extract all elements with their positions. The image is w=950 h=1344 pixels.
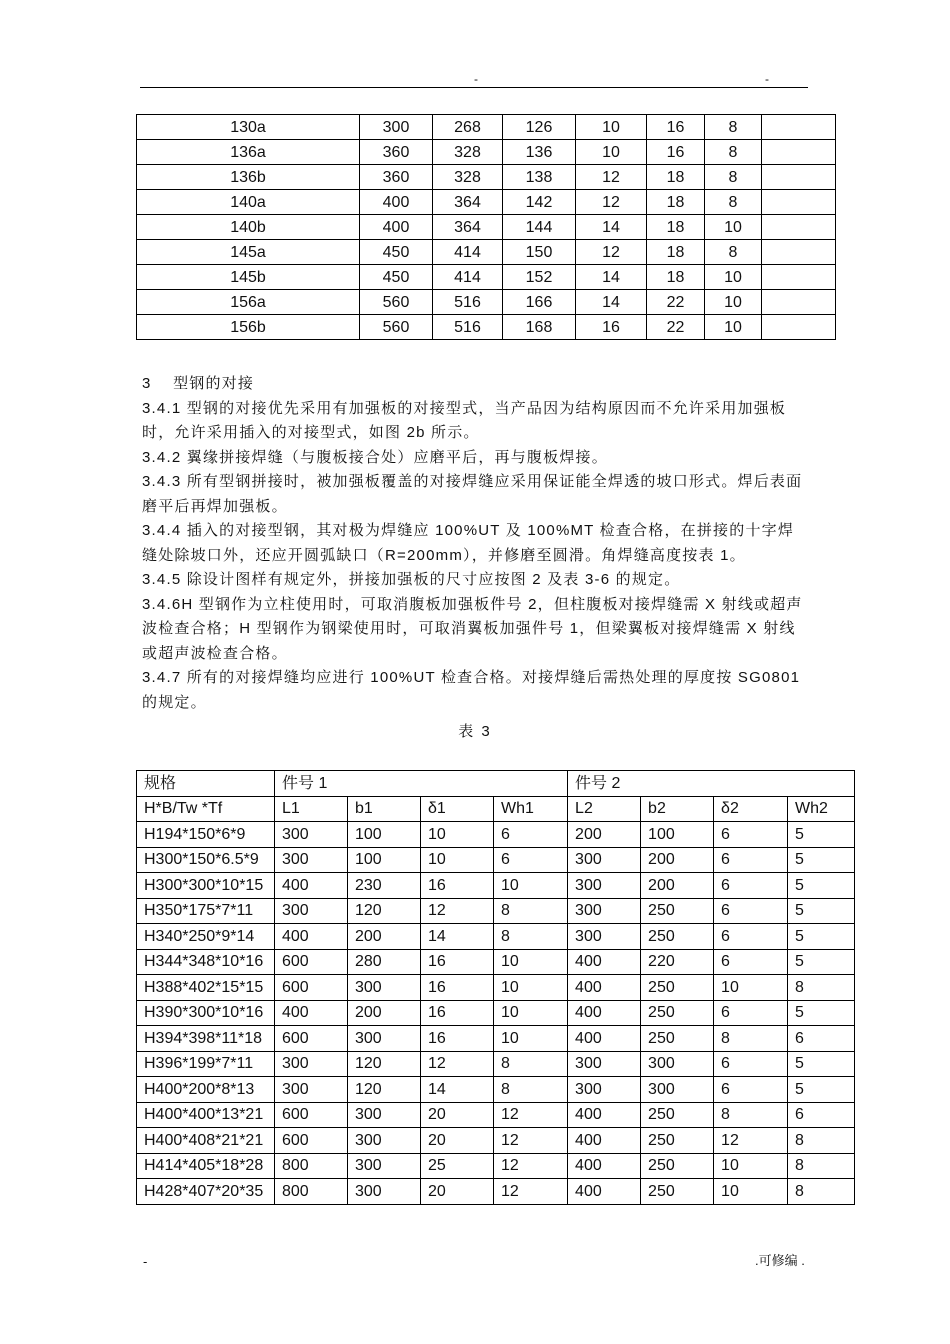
table-row (137, 1026, 855, 1052)
table-cell: 400 (568, 1102, 641, 1128)
table-cell: 400 (360, 190, 433, 215)
table-cell: 400 (568, 1153, 641, 1179)
table-row (137, 115, 836, 140)
table-cell: 300 (348, 1179, 421, 1205)
table-cell: H350*175*7*11 (137, 898, 275, 924)
column-header: H*B/Tw *Tf (137, 796, 275, 822)
table-cell: 12 (494, 1128, 568, 1154)
table-cell: H396*199*7*11 (137, 1051, 275, 1077)
table-cell: 10 (576, 115, 647, 140)
table-cell: 16 (421, 949, 494, 975)
table-cell: 300 (348, 975, 421, 1001)
table-cell: 6 (714, 1000, 788, 1026)
table-row (137, 290, 836, 315)
table-cell: H414*405*18*28 (137, 1153, 275, 1179)
table-cell: 12 (576, 190, 647, 215)
table-cell: 152 (503, 265, 576, 290)
table-cell: 560 (360, 315, 433, 340)
table-cell: 8 (714, 1102, 788, 1128)
table-cell: 6 (714, 873, 788, 899)
table-cell: 16 (647, 140, 705, 165)
table-cell: 120 (348, 1051, 421, 1077)
table-cell: 8 (705, 240, 762, 265)
table-cell: 16 (421, 1026, 494, 1052)
table-cell: 360 (360, 140, 433, 165)
table-cell: 126 (503, 115, 576, 140)
table-cell: 300 (348, 1026, 421, 1052)
table-cell: 8 (705, 190, 762, 215)
table-cell: 6 (494, 822, 568, 848)
table-cell: 10 (714, 1153, 788, 1179)
table-cell: 8 (788, 975, 855, 1001)
table-cell: 14 (576, 290, 647, 315)
table-cell: 450 (360, 265, 433, 290)
table3-header-row-2 (137, 796, 855, 822)
table-cell (762, 290, 836, 315)
table-cell: 100 (641, 822, 714, 848)
table-cell: 5 (788, 924, 855, 950)
table-cell: 400 (568, 975, 641, 1001)
table-cell: 10 (705, 290, 762, 315)
table-cell (762, 265, 836, 290)
table-cell: 300 (360, 115, 433, 140)
table-cell: 12 (421, 898, 494, 924)
table-cell: 250 (641, 924, 714, 950)
table-row (137, 1051, 855, 1077)
table-cell: 300 (568, 898, 641, 924)
table-cell: 6 (788, 1102, 855, 1128)
table-cell: 280 (348, 949, 421, 975)
table-cell: H428*407*20*35 (137, 1179, 275, 1205)
table-cell: 360 (360, 165, 433, 190)
table-cell: 300 (568, 1077, 641, 1103)
table-cell: 140a (137, 190, 360, 215)
table-cell: 10 (494, 1026, 568, 1052)
table-cell: 300 (275, 1051, 348, 1077)
paragraph-3-4-5: 3.4.5 除设计图样有规定外，拼接加强板的尺寸应按图 2 及表 3-6 的规定。 (142, 571, 681, 588)
table-cell: 300 (641, 1051, 714, 1077)
table-cell: 10 (714, 1179, 788, 1205)
table-cell: 230 (348, 873, 421, 899)
table-cell: 6 (714, 949, 788, 975)
table-cell (762, 240, 836, 265)
table-cell: 166 (503, 290, 576, 315)
table-cell: 10 (421, 822, 494, 848)
section-heading: 3 型钢的对接 (142, 375, 255, 392)
table-cell: 364 (433, 190, 503, 215)
table-cell: 18 (647, 240, 705, 265)
column-header: Wh2 (788, 796, 855, 822)
paragraph-3-4-7: 3.4.7 所有的对接焊缝均应进行 100%UT 检查合格。对接焊缝后需热处理的厚度按 SG0801 的规定。 (142, 669, 801, 711)
table-cell: 250 (641, 1000, 714, 1026)
table-cell: 12 (576, 240, 647, 265)
table-cell: 400 (568, 1000, 641, 1026)
table-cell: 16 (421, 975, 494, 1001)
table-cell: 6 (714, 1077, 788, 1103)
table-cell: H300*150*6.5*9 (137, 847, 275, 873)
table-cell: 268 (433, 115, 503, 140)
table-cell: 600 (275, 975, 348, 1001)
table-cell: 136 (503, 140, 576, 165)
table-cell: 250 (641, 898, 714, 924)
table-cell: 250 (641, 1153, 714, 1179)
table-cell: 10 (705, 215, 762, 240)
table-cell: 300 (275, 1077, 348, 1103)
table-cell: 300 (568, 1051, 641, 1077)
table-cell: 8 (705, 140, 762, 165)
table-row (137, 1102, 855, 1128)
table-cell: 14 (576, 265, 647, 290)
table-cell: 400 (360, 215, 433, 240)
table-cell: 5 (788, 873, 855, 899)
table-cell: H390*300*10*16 (137, 1000, 275, 1026)
header-left-mark: - (474, 72, 478, 86)
table-cell: 120 (348, 898, 421, 924)
table-cell: 14 (421, 1077, 494, 1103)
table-row (137, 1000, 855, 1026)
table-row (137, 315, 836, 340)
table-cell: 16 (421, 1000, 494, 1026)
table-row (137, 215, 836, 240)
table-cell: 168 (503, 315, 576, 340)
table-cell: 18 (647, 265, 705, 290)
table3-caption: 表 3 (458, 723, 492, 740)
table-cell: 5 (788, 847, 855, 873)
table-cell: 8 (494, 1051, 568, 1077)
table-cell: 12 (421, 1051, 494, 1077)
table-row (137, 165, 836, 190)
table-cell: 10 (494, 949, 568, 975)
table-cell: 8 (494, 898, 568, 924)
table-cell: 156a (137, 290, 360, 315)
table-cell: 600 (275, 1102, 348, 1128)
table-cell: 8 (705, 165, 762, 190)
table-cell: 300 (275, 898, 348, 924)
table3-header-row-1 (137, 771, 855, 797)
table-cell: 12 (576, 165, 647, 190)
table-cell: 130a (137, 115, 360, 140)
table-cell: 16 (576, 315, 647, 340)
table-cell: 5 (788, 1000, 855, 1026)
table-row (137, 898, 855, 924)
table-cell (762, 315, 836, 340)
table-cell: 14 (421, 924, 494, 950)
table-cell: 8 (494, 1077, 568, 1103)
table-cell: 136a (137, 140, 360, 165)
table-cell: 10 (576, 140, 647, 165)
table-cell: H394*398*11*18 (137, 1026, 275, 1052)
table-cell: 12 (494, 1153, 568, 1179)
table-cell: 450 (360, 240, 433, 265)
table-cell: 250 (641, 1179, 714, 1205)
table-cell: 300 (348, 1153, 421, 1179)
table-cell: 100 (348, 822, 421, 848)
paragraph-3-4-3: 3.4.3 所有型钢拼接时，被加强板覆盖的对接焊缝应采用保证能全焊透的坡口形式。焊后表面磨平后再焊加强板。 (142, 473, 803, 515)
table-cell: 144 (503, 215, 576, 240)
table-cell: 220 (641, 949, 714, 975)
table-cell: 10 (714, 975, 788, 1001)
table-cell (762, 190, 836, 215)
table-cell: 138 (503, 165, 576, 190)
table-row (137, 140, 836, 165)
table-cell: 400 (275, 924, 348, 950)
table-cell (762, 115, 836, 140)
table-cell: 300 (348, 1128, 421, 1154)
table-cell: 400 (275, 873, 348, 899)
table-cell: 16 (647, 115, 705, 140)
paragraph-3-4-6: 3.4.6H 型钢作为立柱使用时，可取消腹板加强板件号 2，但柱腹板对接焊缝需 X 射线或超声波检查合格；H 型钢作为钢梁使用时，可取消翼板加强件号 1，但梁翼板对接焊缝需 X 射线或超声波检查合格。 (142, 595, 803, 662)
table-cell: 6 (714, 847, 788, 873)
table-cell: 10 (494, 975, 568, 1001)
table-cell: 18 (647, 215, 705, 240)
table-cell: 6 (714, 898, 788, 924)
column-header: L2 (568, 796, 641, 822)
table-cell: 5 (788, 1051, 855, 1077)
table-cell: H388*402*15*15 (137, 975, 275, 1001)
table-cell: 560 (360, 290, 433, 315)
table-cell: H400*408*21*21 (137, 1128, 275, 1154)
table-cell: 140b (137, 215, 360, 240)
header-rule (140, 87, 808, 88)
table-cell: 120 (348, 1077, 421, 1103)
table-cell: 414 (433, 265, 503, 290)
table-cell: 145b (137, 265, 360, 290)
table-row (137, 1077, 855, 1103)
table-cell: 800 (275, 1153, 348, 1179)
table-cell: 400 (568, 1128, 641, 1154)
table-cell: 12 (494, 1102, 568, 1128)
table-cell: 300 (275, 847, 348, 873)
table-cell: 16 (421, 873, 494, 899)
table-cell: H300*300*10*15 (137, 873, 275, 899)
table-cell: 516 (433, 315, 503, 340)
column-header: δ2 (714, 796, 788, 822)
column-header: b2 (641, 796, 714, 822)
spec-header: 规格 (137, 771, 275, 797)
table-row (137, 873, 855, 899)
table-row (137, 1179, 855, 1205)
table-cell: 5 (788, 1077, 855, 1103)
table-cell (762, 165, 836, 190)
steel-spec-table (136, 114, 836, 340)
table-cell: 300 (348, 1102, 421, 1128)
table-cell: 250 (641, 975, 714, 1001)
table-cell: 12 (714, 1128, 788, 1154)
table-cell: 8 (788, 1128, 855, 1154)
table-cell: 20 (421, 1102, 494, 1128)
table-cell: 200 (568, 822, 641, 848)
part2-header: 件号 2 (568, 771, 855, 797)
table-cell: 8 (714, 1026, 788, 1052)
table-row (137, 1128, 855, 1154)
table-cell: H344*348*10*16 (137, 949, 275, 975)
table-cell: 8 (788, 1153, 855, 1179)
table-cell (762, 140, 836, 165)
table-cell: 328 (433, 140, 503, 165)
table-cell: 8 (705, 115, 762, 140)
table-cell: 300 (568, 924, 641, 950)
column-header: b1 (348, 796, 421, 822)
table-row (137, 924, 855, 950)
table-cell: 400 (568, 1179, 641, 1205)
column-header: L1 (275, 796, 348, 822)
table-cell: 414 (433, 240, 503, 265)
table-cell: 200 (641, 847, 714, 873)
table-row (137, 1153, 855, 1179)
table-row (137, 949, 855, 975)
table-cell: 14 (576, 215, 647, 240)
butt-joint-section (142, 372, 808, 715)
table-cell: 5 (788, 822, 855, 848)
table-cell: 400 (568, 1026, 641, 1052)
table-cell: H400*200*8*13 (137, 1077, 275, 1103)
table-cell: 8 (494, 924, 568, 950)
table-cell: 6 (714, 924, 788, 950)
table-cell: 400 (568, 949, 641, 975)
part1-header: 件号 1 (275, 771, 568, 797)
table-cell: 22 (647, 315, 705, 340)
paragraph-3-4-2: 3.4.2 翼缘拼接焊缝（与腹板接合处）应磨平后，再与腹板焊接。 (142, 448, 608, 466)
table-row (137, 847, 855, 873)
splice-plate-table (136, 770, 855, 1205)
table-cell: 600 (275, 949, 348, 975)
table-cell: 6 (714, 822, 788, 848)
table-cell: 142 (503, 190, 576, 215)
table-cell: 6 (714, 1051, 788, 1077)
table-cell: 18 (647, 190, 705, 215)
table-row (137, 975, 855, 1001)
table-cell: 600 (275, 1026, 348, 1052)
table-cell: 10 (421, 847, 494, 873)
table-cell: 200 (641, 873, 714, 899)
table-cell: 156b (137, 315, 360, 340)
table-cell: 18 (647, 165, 705, 190)
table-cell: 8 (788, 1179, 855, 1205)
table-cell: 300 (568, 873, 641, 899)
table-cell: 10 (494, 1000, 568, 1026)
table-row (137, 190, 836, 215)
table-cell: 10 (705, 315, 762, 340)
table-cell: 20 (421, 1179, 494, 1205)
table-cell: H400*400*13*21 (137, 1102, 275, 1128)
table-cell: 145a (137, 240, 360, 265)
table-cell: 600 (275, 1128, 348, 1154)
table-cell: 25 (421, 1153, 494, 1179)
table-cell: 5 (788, 898, 855, 924)
table-cell: 800 (275, 1179, 348, 1205)
table-cell: 400 (275, 1000, 348, 1026)
table-cell: 6 (788, 1026, 855, 1052)
footer-left-mark: - (143, 1254, 148, 1269)
table-cell: 300 (568, 847, 641, 873)
table-cell: 10 (494, 873, 568, 899)
table-row (137, 822, 855, 848)
table-row (137, 265, 836, 290)
table-row (137, 240, 836, 265)
table-cell: 300 (641, 1077, 714, 1103)
table-cell: 364 (433, 215, 503, 240)
table-cell: H194*150*6*9 (137, 822, 275, 848)
table-cell: 250 (641, 1102, 714, 1128)
footer-right-text: .可修编 . (755, 1253, 805, 1268)
paragraph-3-4-1: 3.4.1 型钢的对接优先采用有加强板的对接型式，当产品因为结构原因而不允许采用加强板时，允许采用插入的对接型式，如图 2b 所示。 (142, 399, 787, 441)
table-cell: 12 (494, 1179, 568, 1205)
table-cell: 250 (641, 1026, 714, 1052)
table-cell: 328 (433, 165, 503, 190)
table-cell: 100 (348, 847, 421, 873)
paragraph-3-4-4: 3.4.4 插入的对接型钢，其对极为焊缝应 100%UT 及 100%MT 检查合格，在拼接的十字焊缝处除坡口外，还应开圆弧缺口（R=200mm），并修磨至圆滑。角焊缝高度按表 1。 (142, 522, 795, 564)
table-cell: 250 (641, 1128, 714, 1154)
table-cell: 516 (433, 290, 503, 315)
table-cell: 136b (137, 165, 360, 190)
column-header: δ1 (421, 796, 494, 822)
table-cell: H340*250*9*14 (137, 924, 275, 950)
header-right-mark: - (765, 72, 769, 86)
table-cell: 200 (348, 1000, 421, 1026)
table-cell: 22 (647, 290, 705, 315)
table-cell: 20 (421, 1128, 494, 1154)
table-cell: 200 (348, 924, 421, 950)
table-cell: 5 (788, 949, 855, 975)
table-cell (762, 215, 836, 240)
column-header: Wh1 (494, 796, 568, 822)
table-cell: 10 (705, 265, 762, 290)
table-cell: 300 (275, 822, 348, 848)
table-cell: 6 (494, 847, 568, 873)
table-cell: 150 (503, 240, 576, 265)
